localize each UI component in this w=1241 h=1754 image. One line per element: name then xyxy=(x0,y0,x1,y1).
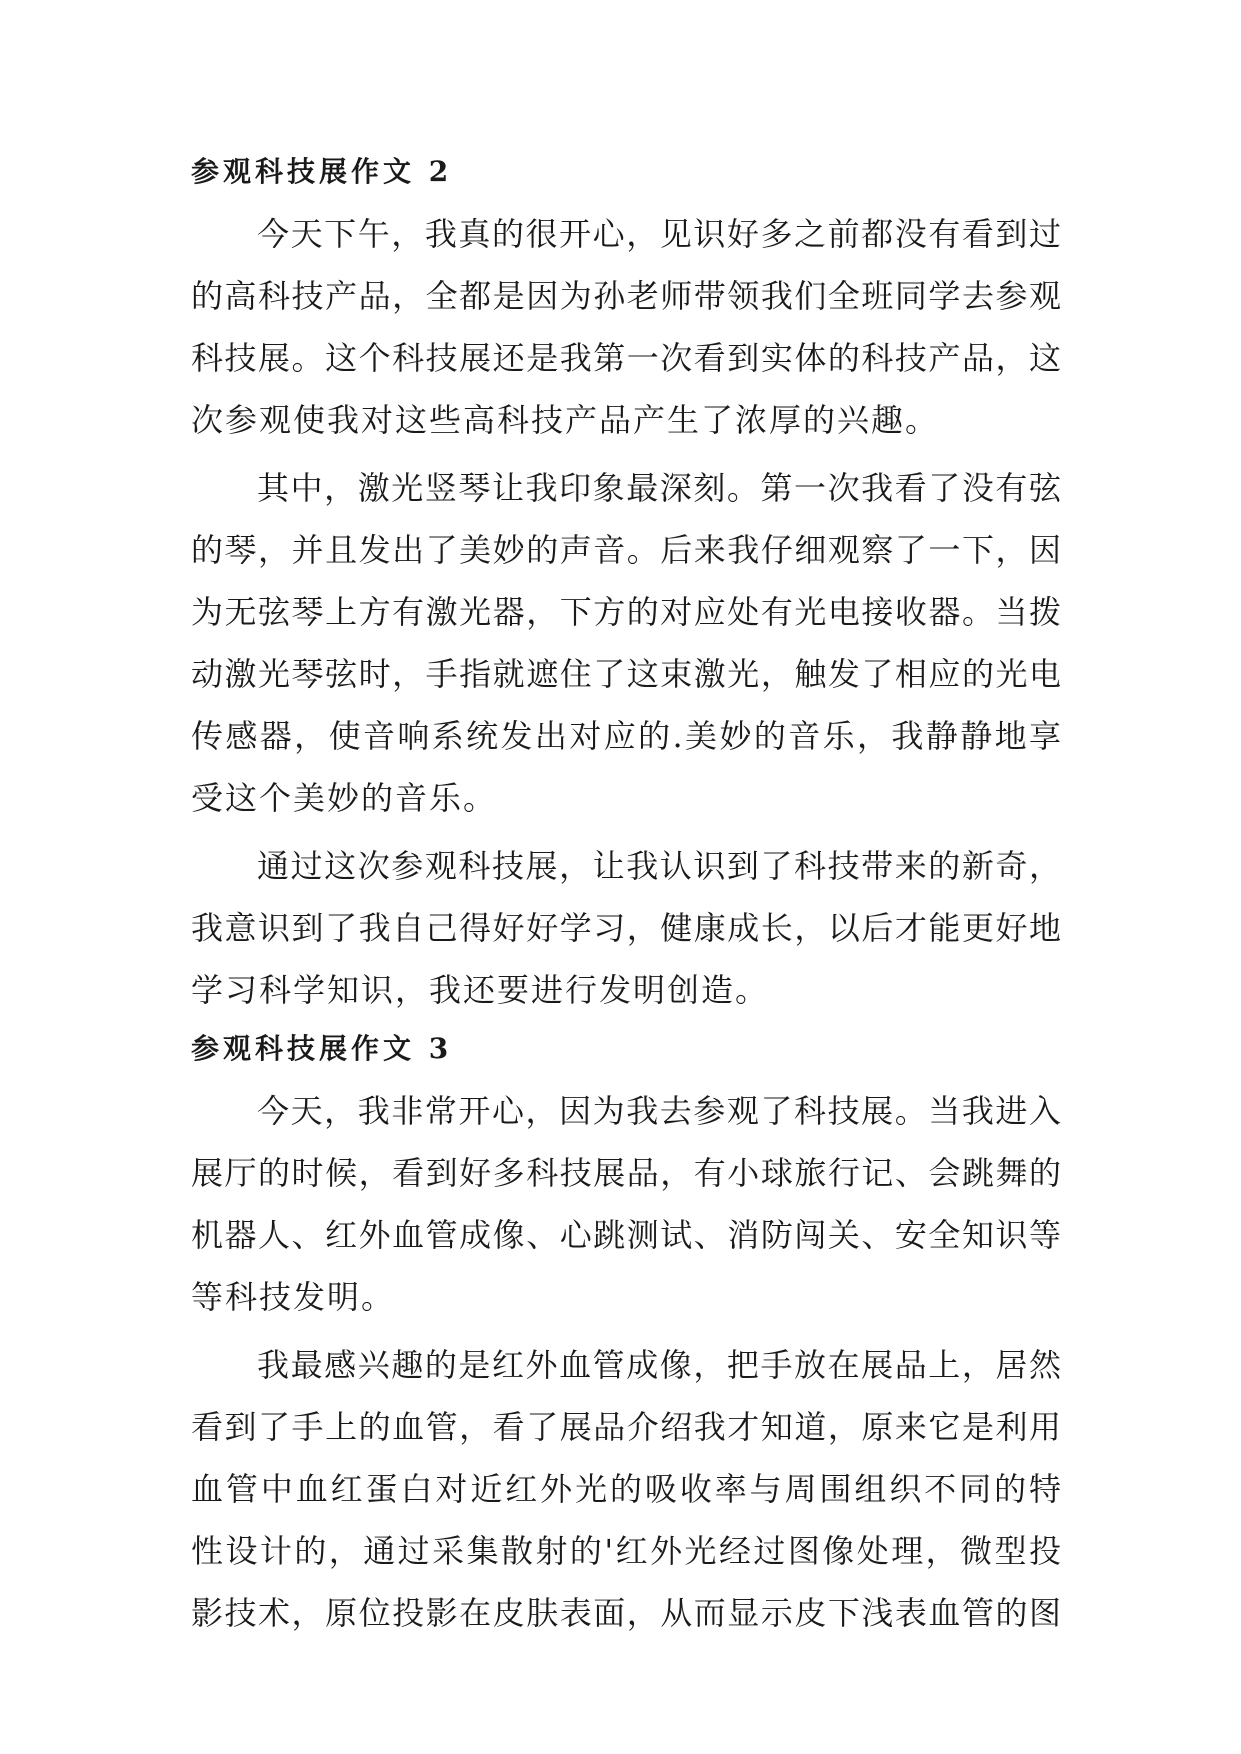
text-line: 受这个美妙的音乐。 xyxy=(191,779,498,817)
text-line: 展厅的时候，看到好多科技展品，有小球旅行记、会跳舞的 xyxy=(191,1154,1061,1192)
section-heading: 参观科技展作文 2 xyxy=(191,155,453,188)
essay-section-3 xyxy=(191,1027,1061,1644)
text-line: 我意识到了我自己得好好学习，健康成长，以后才能更好地 xyxy=(191,909,1061,947)
text-line: 动激光琴弦时，手指就遮住了这束激光，触发了相应的光电 xyxy=(191,655,1061,693)
text-line: 等科技发明。 xyxy=(191,1278,396,1316)
text-line: 传感器，使音响系统发出对应的.美妙的音乐，我静静地享 xyxy=(191,717,1061,755)
paragraph xyxy=(191,457,1061,829)
text-line: 影技术，原位投影在皮肤表面，从而显示皮下浅表血管的图 xyxy=(191,1594,1061,1632)
text-line: 科技展。这个科技展还是我第一次看到实体的科技产品，这 xyxy=(191,339,1061,377)
paragraph xyxy=(191,1080,1061,1328)
text-line: 今天，我非常开心，因为我去参观了科技展。当我进入 xyxy=(257,1092,1061,1130)
text-line: 血管中血红蛋白对近红外光的吸收率与周围组织不同的特 xyxy=(191,1470,1061,1508)
text-line: 学习科学知识，我还要进行发明创造。 xyxy=(191,971,770,1009)
paragraph xyxy=(191,835,1061,1021)
section-heading: 参观科技展作文 3 xyxy=(191,1032,453,1065)
text-line: 为无弦琴上方有激光器，下方的对应处有光电接收器。当拨 xyxy=(191,593,1061,631)
text-line: 性设计的，通过采集散射的'红外光经过图像处理，微型投 xyxy=(191,1532,1061,1570)
text-line: 通过这次参观科技展，让我认识到了科技带来的新奇， xyxy=(257,847,1061,885)
text-line: 看到了手上的血管，看了展品介绍我才知道，原来它是利用 xyxy=(191,1408,1061,1446)
text-line: 机器人、红外血管成像、心跳测试、消防闯关、安全知识等 xyxy=(191,1216,1061,1254)
text-line: 的琴，并且发出了美妙的声音。后来我仔细观察了一下，因 xyxy=(191,531,1061,569)
text-line: 我最感兴趣的是红外血管成像，把手放在展品上，居然 xyxy=(257,1346,1061,1384)
text-line: 的高科技产品，全都是因为孙老师带领我们全班同学去参观 xyxy=(191,277,1061,315)
document-body xyxy=(191,150,1061,1650)
paragraph xyxy=(191,1334,1061,1644)
text-line: 其中，激光竖琴让我印象最深刻。第一次我看了没有弦 xyxy=(257,469,1061,507)
text-line: 今天下午，我真的很开心，见识好多之前都没有看到过 xyxy=(257,215,1061,253)
paragraph xyxy=(191,203,1061,451)
essay-section-2 xyxy=(191,150,1061,1021)
text-line: 次参观使我对这些高科技产品产生了浓厚的兴趣。 xyxy=(191,401,940,439)
